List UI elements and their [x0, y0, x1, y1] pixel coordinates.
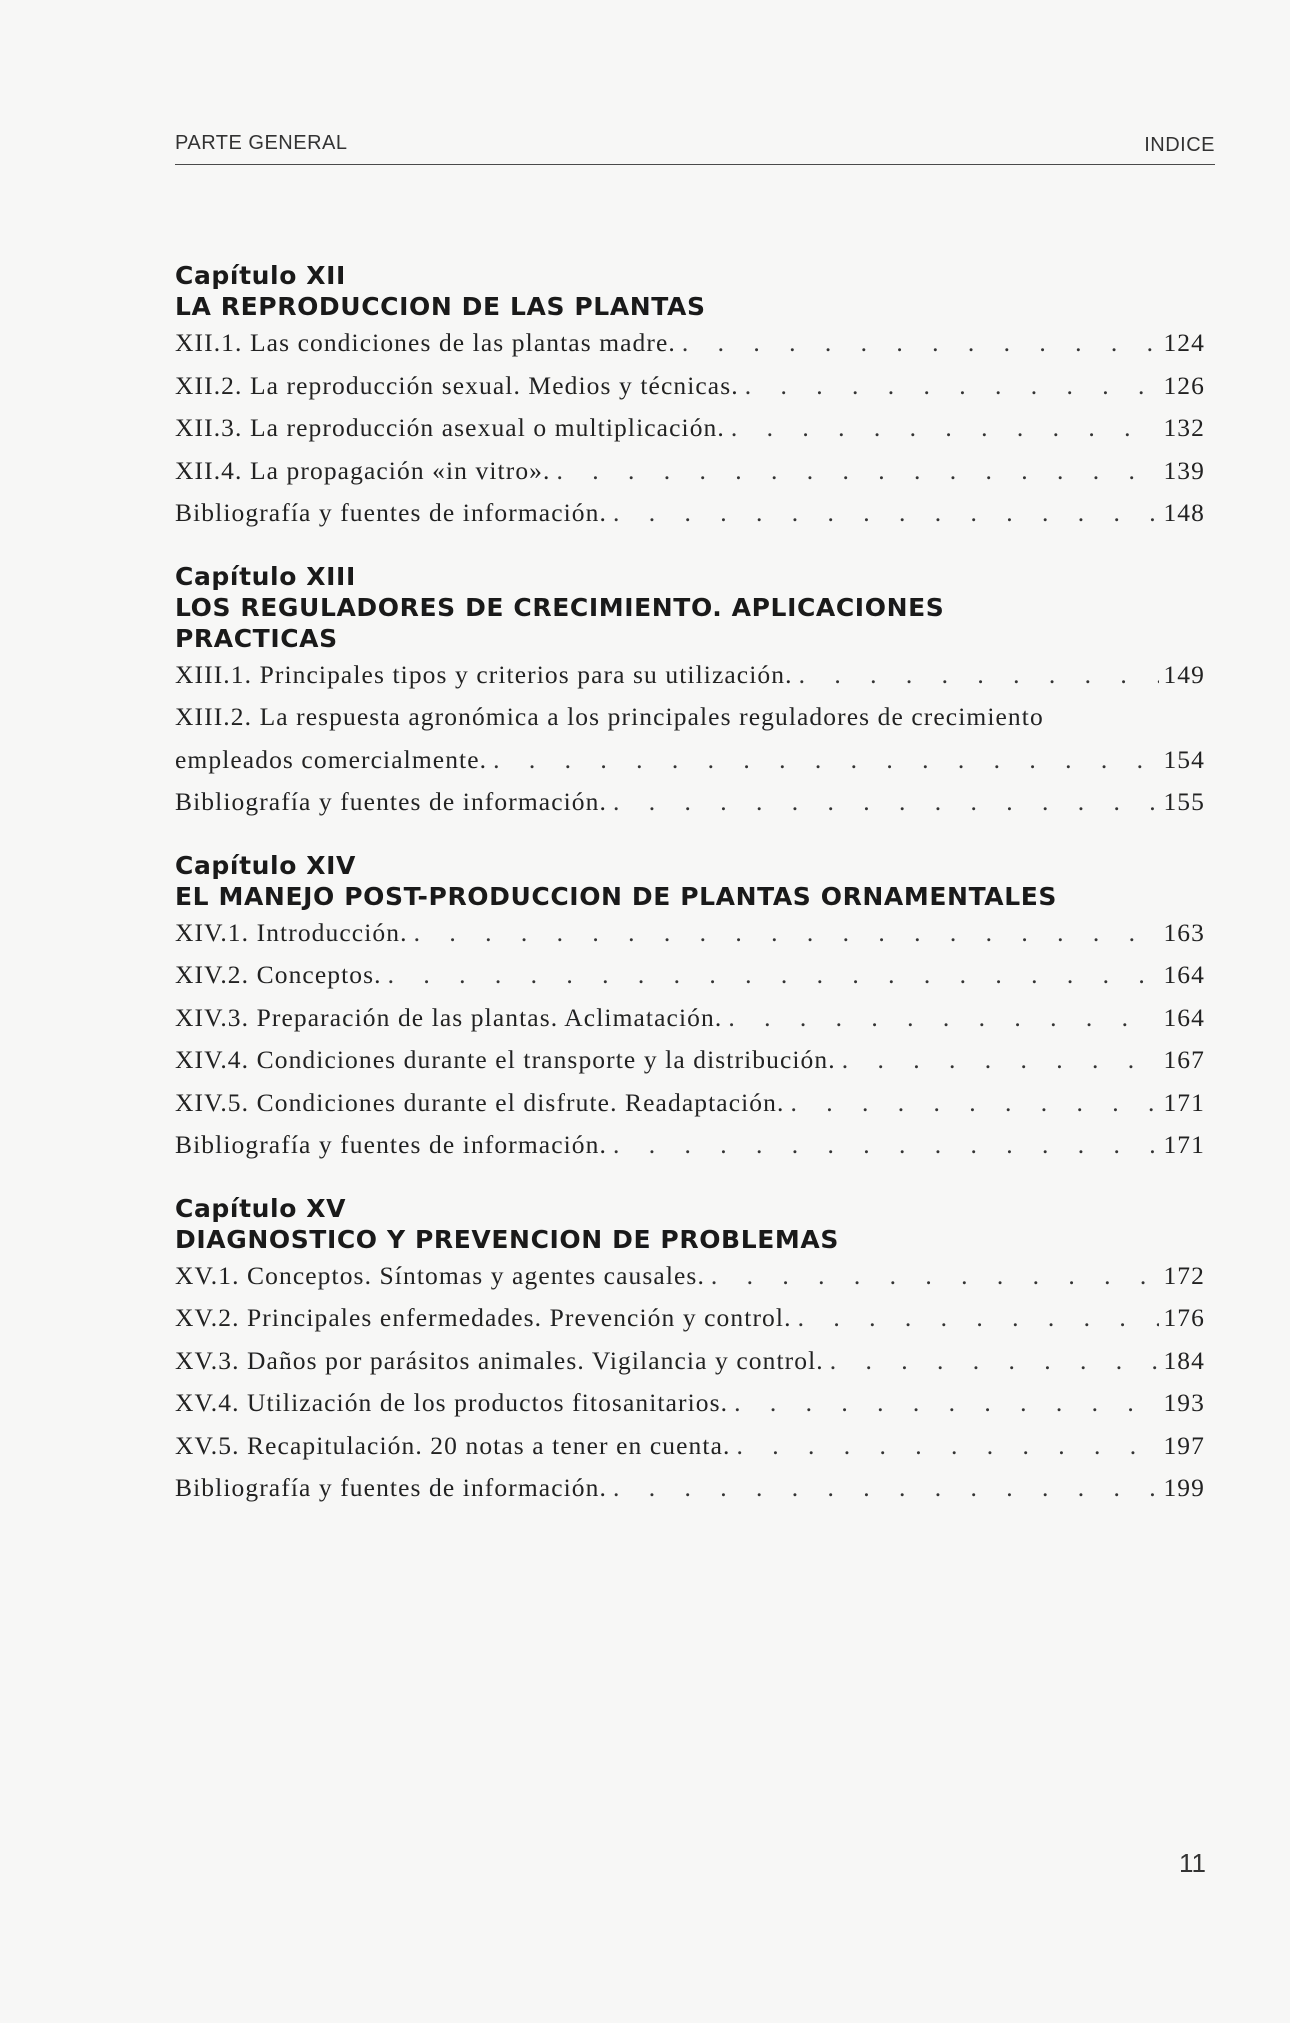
toc-entry-line2: [175, 739, 1205, 782]
chapter-label: Capítulo XIV: [175, 850, 357, 880]
chapter-label: Capítulo XV: [175, 1193, 347, 1223]
dot-leader: [745, 365, 1160, 408]
dot-leader: [613, 1467, 1159, 1510]
toc-entry[interactable]: [175, 322, 1205, 365]
toc-entry-page: 193: [1163, 1388, 1205, 1417]
toc-entry[interactable]: [175, 1340, 1205, 1383]
toc-entry-label: XII.1. Las condiciones de las plantas madre.: [175, 328, 676, 357]
toc-entry[interactable]: [175, 1255, 1205, 1298]
dot-leader: [613, 492, 1159, 535]
dot-leader: [790, 1082, 1159, 1125]
dot-leader: [830, 1340, 1160, 1383]
toc-entry[interactable]: [175, 954, 1205, 997]
chapter-title: LA REPRODUCCION DE LAS PLANTAS: [175, 292, 706, 321]
toc-entry-label: XV.3. Daños por parásitos animales. Vigilancia y control.: [175, 1345, 824, 1375]
toc-entry-label: XV.4. Utilización de los productos fitosanitarios.: [175, 1388, 729, 1417]
toc-entry-label: Bibliografía y fuentes de información.: [175, 498, 607, 527]
toc-entry[interactable]: [175, 997, 1205, 1040]
toc-entry-label: XII.2. La reproducción sexual. Medios y técnicas.: [175, 370, 739, 400]
dot-leader: [798, 1297, 1160, 1340]
toc-entry-label-line1: XIII.2. La respuesta agronómica a los principales reguladores de crecimiento: [175, 702, 1044, 731]
toc-entry-label: XII.3. La reproducción asexual o multiplicación.: [175, 413, 725, 442]
dot-leader: [731, 407, 1160, 450]
header-section-label: PARTE GENERAL: [175, 132, 348, 154]
dot-leader: [557, 450, 1160, 493]
toc-entry[interactable]: [175, 1082, 1205, 1125]
header-index-label: INDICE: [1144, 134, 1215, 156]
chapter-xv: [175, 1193, 1205, 1510]
dot-leader: [613, 1124, 1159, 1167]
chapter-title-continued: PRACTICAS: [175, 623, 338, 653]
toc-entry-label: XIV.5. Condiciones durante el disfrute. Readaptación.: [175, 1087, 785, 1117]
dot-leader: [728, 997, 1159, 1040]
toc-entry-page: 148: [1163, 498, 1205, 527]
chapter-label: Capítulo XIII: [175, 561, 356, 591]
toc-entry[interactable]: [175, 492, 1205, 535]
toc-entry-label: XIV.2. Conceptos.: [175, 960, 382, 989]
toc-entry-label: Bibliografía y fuentes de información.: [175, 1473, 607, 1502]
dot-leader: [736, 1425, 1159, 1468]
page-number: 11: [1179, 1848, 1206, 1878]
toc-entry-label: XIV.4. Condiciones durante el transporte y la distribución.: [175, 1045, 836, 1074]
chapter-label: Capítulo XII: [175, 261, 346, 290]
dot-leader: [613, 781, 1159, 824]
chapter-title: DIAGNOSTICO Y PREVENCION DE PROBLEMAS: [175, 1224, 839, 1254]
running-header: [175, 132, 1215, 165]
dot-leader: [711, 1255, 1160, 1298]
toc-entry-page: 164: [1163, 1002, 1205, 1032]
toc-entry-page: 132: [1163, 413, 1205, 442]
toc-entry-label: Bibliografía y fuentes de información.: [175, 1130, 607, 1159]
chapter-xii: [175, 260, 1205, 535]
toc-entry[interactable]: [175, 654, 1205, 697]
toc-entry-label: XV.5. Recapitulación. 20 notas a tener en cuenta.: [175, 1430, 731, 1460]
toc-entry-page: 164: [1163, 960, 1205, 989]
toc-entry-label: XIV.3. Preparación de las plantas. Aclimatación.: [175, 1002, 723, 1032]
toc-entry-label: XV.1. Conceptos. Síntomas y agentes causales.: [175, 1260, 705, 1290]
toc-entry[interactable]: [175, 407, 1205, 450]
toc-entry-label: XV.2. Principales enfermedades. Prevención y control.: [175, 1303, 792, 1332]
toc-entry[interactable]: [175, 1382, 1205, 1425]
dot-leader: [734, 1382, 1159, 1425]
table-of-contents: [175, 260, 1205, 1536]
toc-entry-page: 167: [1163, 1045, 1205, 1074]
toc-entry[interactable]: [175, 1467, 1205, 1510]
dot-leader: [388, 954, 1160, 997]
toc-entry-page: 184: [1163, 1345, 1205, 1375]
toc-entry[interactable]: [175, 912, 1205, 955]
toc-entry-page: 172: [1163, 1260, 1205, 1290]
dot-leader: [414, 912, 1160, 955]
toc-entry-multiline[interactable]: [175, 696, 1205, 781]
toc-entry-page: 149: [1163, 659, 1205, 689]
toc-entry-label: empleados comercialmente.: [175, 744, 488, 774]
toc-entry[interactable]: [175, 450, 1205, 493]
chapter-title: EL MANEJO POST-PRODUCCION DE PLANTAS ORNAMENTALES: [175, 881, 1058, 911]
chapter-xiv: [175, 850, 1205, 1167]
toc-entry-label: XII.4. La propagación «in vitro».: [175, 455, 551, 485]
toc-entry-page: 171: [1163, 1087, 1205, 1117]
toc-entry-label: XIII.1. Principales tipos y criterios para su utilización.: [175, 659, 793, 689]
toc-entry[interactable]: [175, 781, 1205, 824]
toc-entry-page: 124: [1163, 328, 1205, 357]
dot-leader: [682, 322, 1160, 365]
toc-entry-label: XIV.1. Introducción.: [175, 917, 408, 947]
toc-entry-page: 126: [1163, 370, 1205, 400]
toc-entry[interactable]: [175, 1124, 1205, 1167]
toc-entry-page: 197: [1163, 1430, 1205, 1460]
toc-entry-page: 163: [1163, 917, 1205, 947]
toc-entry-page: 176: [1163, 1303, 1205, 1332]
toc-entry-page: 154: [1163, 744, 1205, 774]
toc-entry[interactable]: [175, 1039, 1205, 1082]
chapter-title: LOS REGULADORES DE CRECIMIENTO. APLICACIONES: [175, 592, 945, 622]
toc-entry-page: 139: [1163, 455, 1205, 485]
toc-entry-page: 171: [1163, 1130, 1205, 1159]
dot-leader: [842, 1039, 1160, 1082]
toc-entry-label: Bibliografía y fuentes de información.: [175, 787, 607, 816]
toc-entry-page: 199: [1163, 1473, 1205, 1502]
toc-entry-page: 155: [1163, 787, 1205, 816]
dot-leader: [799, 654, 1160, 697]
toc-entry[interactable]: [175, 365, 1205, 408]
toc-entry[interactable]: [175, 1297, 1205, 1340]
toc-entry[interactable]: [175, 1425, 1205, 1468]
chapter-xiii: [175, 561, 1205, 824]
dot-leader: [493, 739, 1159, 782]
